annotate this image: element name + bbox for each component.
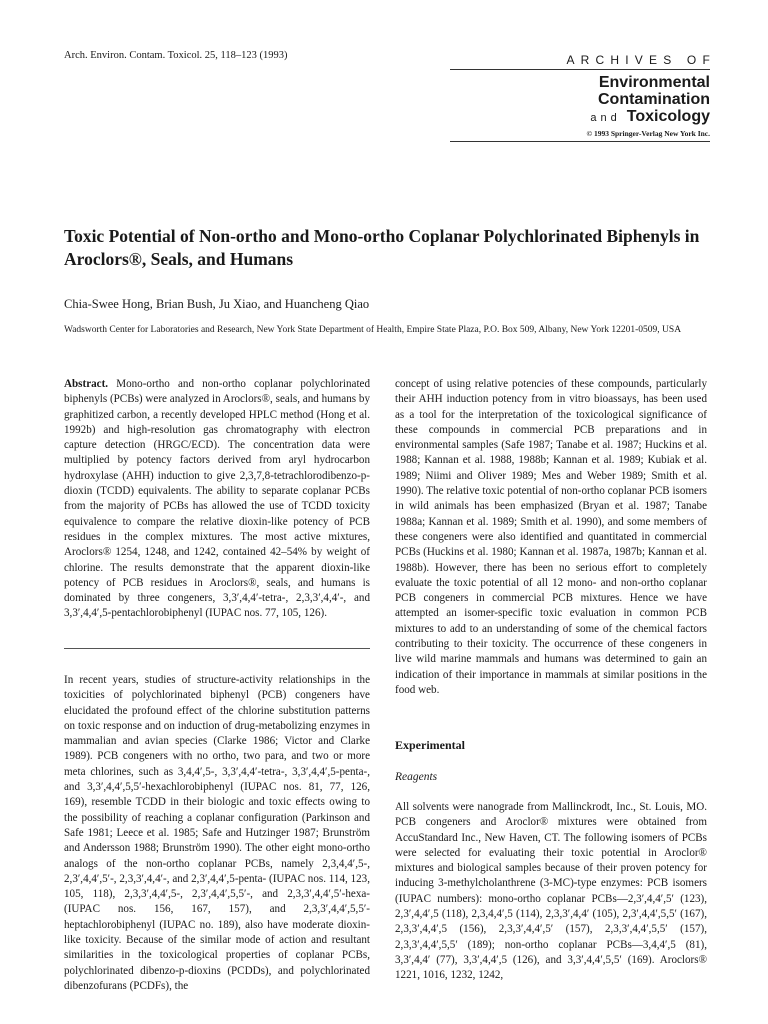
journal-citation: Arch. Environ. Contam. Toxicol. 25, 118–123 (1993): [64, 50, 288, 61]
section-heading-experimental: Experimental: [395, 738, 465, 752]
abstract: [64, 377, 370, 622]
abstract-divider: [64, 648, 370, 649]
journal-name-and: and: [590, 112, 621, 124]
journal-masthead: [450, 53, 716, 142]
copyright-notice: © 1993 Springer-Verlag New York Inc.: [586, 129, 710, 138]
journal-archives-of: ARCHIVES OF: [566, 53, 716, 67]
author-affiliation: Wadsworth Center for Laboratories and Research, New York State Department of Health, Empire State Plaza, P.O. Box 509, Albany, New York 12201-0509, USA: [64, 325, 682, 335]
introduction-continued: concept of using relative potencies of these compounds, particularly their AHH induction potency from in vitro bioassays, has been used as a tool for the interpretation of the toxicological significance of these compounds in commercial PCB preparations and in environmental samples (Safe 1987; Tanabe et al. 1987; Huckins et al. 1988; Kannan et al. 1988, 1988b; Kannan et al. 1989; Kubiak et al. 1989; Niimi and Oliver 1989; Mes and Weber 1989; Smith et al. 1990). The relative toxic potential of non-ortho coplanar PCB isomers in wild animals has been emphasized (Bryan et al. 1987; Tanabe 1988a; Kannan et al. 1989; Smith et al. 1990), and some members of these congeners were also identified and quantitated in commercial PCBs (Huckins et al. 1980; Kannan et al. 1987a, 1987b; Kannan et al. 1988b). However, there has been no serious effort to completely evaluate the toxic potential of all 12 mono- and non-ortho coplanar PCB congeners in commercial PCB mixtures. Hence we have attempted an isomer-specific toxic evaluation in common PCB mixtures to add to an understanding of some of the chemical factors contributing to their toxicity. The occurrence of these congeners in live wild marine mammals and humans was determined to gain an indication of their importance in mammals at similar positions in the food web.: [395, 378, 707, 696]
abstract-text: Mono-ortho and non-ortho coplanar polychlorinated biphenyls (PCBs) were analyzed in Aroclors®, seals, and humans by graphitized carbon, a recently developed HPLC method (Hong et al. 1992b) and high-resolution gas chromatography with electron capture detection (HRGC/ECD). The concentration data were multiplied by potency factors derived from aryl hydrocarbon hydroxylase (AHH) induction to give 2,3,7,8-tetrachlorodibenzo-p-dioxin (TCDD) equivalents. The ability to separate coplanar PCBs from the majority of PCBs has allowed the use of TCDD toxicity equivalence to compare the relative dioxin-like potency of PCB residues in the complex mixtures. The most active mixtures, Aroclors® 1254, 1248, and 1242, contained 42–54% by weight of chlorine. The results demonstrate that the apparent dioxin-like potency of PCB residues in Aroclors®, seals, and humans is dominated by three congeners, 3,3′,4,4′-tetra-, 2,3,3′,4,4′-, and 3,3′,4,4′,5-pentachlorobiphenyl (IUPAC nos. 77, 105, 126).: [64, 378, 370, 620]
abstract-label: Abstract.: [64, 378, 109, 390]
journal-name-toxicology: Toxicology: [626, 108, 710, 125]
journal-name-environmental: Environmental: [598, 74, 710, 91]
introduction-text: In recent years, studies of structure-activity relationships in the toxicities of polychlorinated biphenyl (PCB) congeners have elucidated the profound effect of the chlorine substitution patterns on toxic response and on induction of drug-metabolizing enzymes in mammalian and avian species (Clarke 1986; Victor and Clarke 1989). PCB congeners with no ortho, two para, and two or more meta chlorines, such as 3,4,4′,5-, 3,3′,4,4′-tetra-, 3,3′,4,4′,5-penta-, and 3,3′,4,4′,5,5′-hexachlorobiphenyl (IUPAC nos. 81, 77, 126, 169), resemble TCDD in their biologic and toxic effects owing to the possibility of reaching a coplanar configuration (Parkinson and Safe 1981; Leece et al. 1985; Safe and Hutzinger 1987; Brunström and Andersson 1988; Brunström 1990). The other eight mono-ortho analogs of the non-ortho coplanar PCBs, namely 2,3,4,4′,5-, 2,3′,4,4′,5′-, 2,3,3′,4,4′-, and 2,3′,4,4′,5-penta- (IUPAC nos. 114, 123, 105, 118), 2,3,3′,4,4′,5-, 2,3′,4,4′,5,5′-, and 2,3,3′,4,4′,5′-hexa- (IUPAC nos. 156, 167, 157), and 2,3,3′,4,4′,5,5′-heptachlorobiphenyl (IUPAC no. 189), also have moderate dioxin-like toxicity. Because of the similar mode of action and resultant similarities in the toxicological properties of coplanar PCBs, polychlorinated dibenzo-p-dioxins (PCDDs), and polychlorinated dibenzofurans (PCDFs), the: [64, 674, 370, 992]
subsection-heading-reagents: Reagents: [395, 771, 438, 783]
reagents-text: All solvents were nanograde from Mallinckrodt, Inc., St. Louis, MO. PCB congeners and Aroclor® mixtures were obtained from AccuStandard Inc., New Haven, CT. The following isomers of PCBs were selected for evaluating their toxic potential in Aroclor® mixtures and biological samples because of their proven potency for inducing 3-methylcholanthrene (3-MC)-type enzymes: PCB isomers (IUPAC numbers): mono-ortho coplanar PCBs—2,3′,4,4′,5′ (123), 2,3′,4,4′,5 (118), 2,3,4,4′,5 (114), 2,3,3′,4,4′ (105), 2,3′,4,4′,5,5′ (167), 2,3,3′,4,4′,5 (156), 2,3,3′,4,4′,5′ (157), 2,3,3′,4,4′,5,5′ (157), 2,3,3′,4,4′,5,5′ (189); non-ortho coplanar PCBs—3,4,4′,5 (81), 3,3′,4,4′ (77), 3,3′,4,4′,5 (126), and 3,3′,4,4′,5,5′ (169). Aroclors® 1221, 1016, 1232, 1242,: [395, 801, 707, 982]
article-authors: Chia-Swee Hong, Brian Bush, Ju Xiao, and Huancheng Qiao: [64, 297, 370, 311]
article-title: Toxic Potential of Non-ortho and Mono-ortho Coplanar Polychlorinated Biphenyls in Aroclors®, Seals, and Humans: [64, 226, 700, 269]
journal-name-contamination: Contamination: [598, 91, 710, 108]
masthead-bottom-rule: [450, 141, 710, 142]
masthead-divider: [450, 69, 710, 70]
